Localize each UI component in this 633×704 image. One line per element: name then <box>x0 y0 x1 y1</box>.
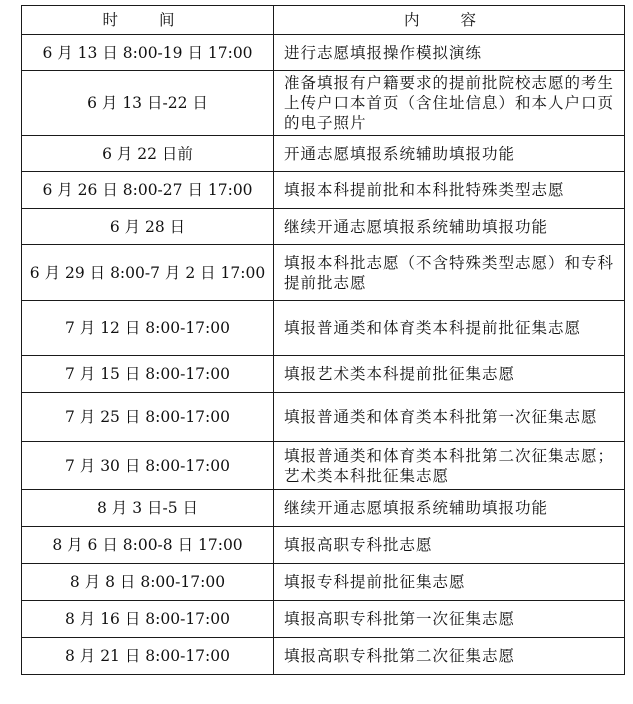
table-row <box>22 564 625 601</box>
content-cell: 开通志愿填报系统辅助填报功能 <box>274 136 625 172</box>
content-cell: 填报普通类和体育类本科批第一次征集志愿 <box>274 393 625 442</box>
time-cell: 6 月 13 日-22 日 <box>22 71 274 136</box>
table-row <box>22 490 625 527</box>
time-cell: 8 月 3 日-5 日 <box>22 490 274 527</box>
table-row <box>22 172 625 209</box>
content-cell: 填报本科提前批和本科批特殊类型志愿 <box>274 172 625 209</box>
content-cell: 填报艺术类本科提前批征集志愿 <box>274 356 625 393</box>
content-cell: 填报高职专科批第二次征集志愿 <box>274 638 625 675</box>
table-row <box>22 638 625 675</box>
table-row <box>22 601 625 638</box>
table-row <box>22 301 625 356</box>
table-row <box>22 209 625 245</box>
time-cell: 6 月 26 日 8:00-27 日 17:00 <box>22 172 274 209</box>
table-row <box>22 393 625 442</box>
table-row <box>22 527 625 564</box>
time-cell: 6 月 22 日前 <box>22 136 274 172</box>
schedule-table <box>21 5 625 675</box>
content-cell: 继续开通志愿填报系统辅助填报功能 <box>274 209 625 245</box>
time-cell: 8 月 21 日 8:00-17:00 <box>22 638 274 675</box>
time-cell: 7 月 15 日 8:00-17:00 <box>22 356 274 393</box>
time-cell: 7 月 12 日 8:00-17:00 <box>22 301 274 356</box>
time-cell: 6 月 28 日 <box>22 209 274 245</box>
content-cell: 填报普通类和体育类本科批第二次征集志愿；艺术类本科批征集志愿 <box>274 442 625 490</box>
time-cell: 8 月 8 日 8:00-17:00 <box>22 564 274 601</box>
header-content: 内 容 <box>274 6 625 35</box>
table-row <box>22 35 625 71</box>
time-cell: 8 月 16 日 8:00-17:00 <box>22 601 274 638</box>
time-cell: 8 月 6 日 8:00-8 日 17:00 <box>22 527 274 564</box>
content-cell: 填报高职专科批第一次征集志愿 <box>274 601 625 638</box>
content-cell: 准备填报有户籍要求的提前批院校志愿的考生上传户口本首页（含住址信息）和本人户口页的电子照片 <box>274 71 625 136</box>
table-row <box>22 356 625 393</box>
content-cell: 继续开通志愿填报系统辅助填报功能 <box>274 490 625 527</box>
content-cell: 进行志愿填报操作模拟演练 <box>274 35 625 71</box>
header-time: 时 间 <box>22 6 274 35</box>
table-row <box>22 245 625 301</box>
time-cell: 6 月 13 日 8:00-19 日 17:00 <box>22 35 274 71</box>
time-cell: 6 月 29 日 8:00-7 月 2 日 17:00 <box>22 245 274 301</box>
content-cell: 填报专科提前批征集志愿 <box>274 564 625 601</box>
content-cell: 填报高职专科批志愿 <box>274 527 625 564</box>
table-row <box>22 71 625 136</box>
table-row <box>22 136 625 172</box>
header-row <box>22 6 625 35</box>
content-cell: 填报本科批志愿（不含特殊类型志愿）和专科提前批志愿 <box>274 245 625 301</box>
time-cell: 7 月 25 日 8:00-17:00 <box>22 393 274 442</box>
table-row <box>22 442 625 490</box>
content-cell: 填报普通类和体育类本科提前批征集志愿 <box>274 301 625 356</box>
time-cell: 7 月 30 日 8:00-17:00 <box>22 442 274 490</box>
